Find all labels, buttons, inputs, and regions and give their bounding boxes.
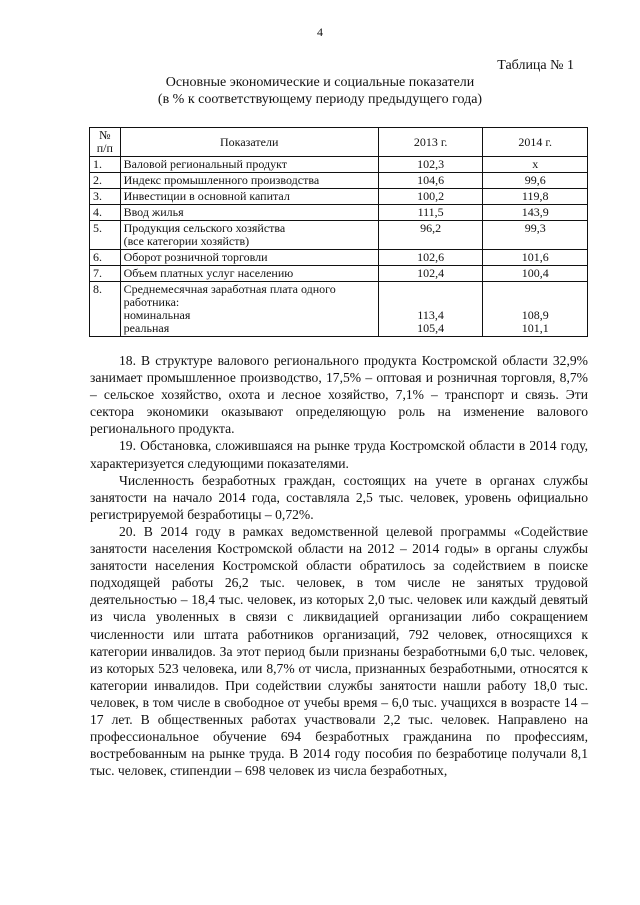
indicator-text: Продукция сельского хозяйства [123,221,286,235]
row-value-2014 [483,282,588,337]
row-value-2013 [378,282,483,337]
value-text: 111,5 [417,205,444,219]
value-text: 101,6 [521,250,549,264]
value-text: 100,2 [417,189,445,203]
table-row [90,205,588,221]
table-title [0,74,640,108]
table-row [90,266,588,282]
body-paragraph: Численность безработных граждан, состоящих на учете в органах службы занятости на начало 2014 года, составляла 2,5 тыс. человек, уровень официально регистрируемой безработицы – 0,72%. [90,472,588,522]
row-indicator [120,189,378,205]
table-body [90,157,588,337]
table-row [90,173,588,189]
value-text: 102,3 [417,157,445,171]
value-text: 108,9 [521,308,549,322]
table-row [90,157,588,173]
row-value-2013 [378,205,483,221]
row-indicator [120,250,378,266]
value-text: 99,3 [524,221,546,235]
row-value-2014 [483,250,588,266]
value-text: 102,4 [417,266,445,280]
row-value-2014 [483,205,588,221]
header-num: № п/п [90,128,121,157]
value-text: 101,1 [521,321,549,335]
row-indicator [120,173,378,189]
body-paragraph: 20. В 2014 году в рамках ведомственной целевой программы «Содействие занятости населения Костромской области на 2012 – 2014 годы» в органы службы занятости населения Костромской области обратилось за содействием в поиске подходящей работы 26,2 тыс. человек, в том числе не занятых трудовой деятельностью – 18,4 тыс. человек, из которых 2,0 тыс. человек или каждый девятый из числа уволенных в связи с ликвидацией организации либо сокращением численности или штата работников организаций, 792 человек, относящихся к категории инвалидов. За этот период были признаны безработными 6,0 тыс. человек, из которых 523 человека, или 8,7% от числа, признанных безработными, относятся к категории инвалидов. При содействии службы занятости нашли работу 18,0 тыс. человек, в том числе в свободное от учебы время – 6,0 тыс. учащихся в возрасте 14 – 17 лет. В общественных работах участвовали 2,2 тыс. человек. Направлено на профессиональное обучение 694 безработных гражданина по профессиям, востребованным на рынке труда. В 2014 году пособия по безработице получали 8,1 тыс. человек, стипендии – 698 человек из числа безработных, [90,523,588,779]
value-text: 102,6 [417,250,445,264]
indicator-text: Среднемесячная заработная плата одного [123,282,336,296]
body-paragraph: 19. Обстановка, сложившаяся на рынке труда Костромской области в 2014 году, характеризуется следующими показателями. [90,438,588,471]
indicator-text: реальная [123,321,170,335]
table-row [90,189,588,205]
value-text: 113,4 [417,308,444,322]
indicator-text: Валовой региональный продукт [123,157,287,171]
table-row [90,221,588,250]
indicator-text: работника: [123,295,180,309]
indicator-text: (все категории хозяйств) [123,234,250,248]
body-paragraph: 18. В структуре валового регионального продукта Костромской области 32,9% занимает промышленное производство, 17,5% – оптовая и розничная торговля, 8,7% – сельское хозяйство, охота и лесное хозяйство, 7,1% – транспорт и связь. Эти сектора экономики оказывают определяющую роль на изменение валового регионального продукта. [90,353,588,437]
page-number: 4 [317,25,323,39]
row-indicator [120,266,378,282]
row-number: 4. [90,205,121,221]
header-2014: 2014 г. [483,128,588,157]
row-number: 2. [90,173,121,189]
row-indicator [120,221,378,250]
row-indicator [120,157,378,173]
row-number: 5. [90,221,121,250]
row-value-2013 [378,266,483,282]
header-2013: 2013 г. [378,128,483,157]
value-text: 100,4 [521,266,549,280]
row-value-2014 [483,221,588,250]
row-number: 6. [90,250,121,266]
row-value-2014 [483,266,588,282]
value-text: 99,6 [524,173,546,187]
row-indicator [120,282,378,337]
value-text: 96,2 [420,221,442,235]
indicator-text: Инвестиции в основной капитал [123,189,290,203]
value-text: 143,9 [521,205,549,219]
row-number: 8. [90,282,121,337]
body-text [90,352,588,779]
row-value-2014 [483,157,588,173]
indicators-table [89,127,588,337]
table-title-line: Основные экономические и социальные показатели [165,75,475,90]
row-value-2013 [378,250,483,266]
value-text: 119,8 [521,189,549,203]
indicator-text: Оборот розничной торговли [123,250,268,264]
indicator-text: номинальная [123,308,191,322]
header-indicator: Показатели [120,128,378,157]
value-text: х [532,157,539,171]
row-value-2014 [483,173,588,189]
row-number: 3. [90,189,121,205]
row-number: 7. [90,266,121,282]
table-header-row [90,128,588,157]
value-text: 105,4 [417,321,445,335]
row-indicator [120,205,378,221]
table-title-subline: (в % к соответствующему периоду предыдущего года) [157,92,483,107]
row-value-2013 [378,189,483,205]
table-row [90,282,588,337]
row-value-2013 [378,173,483,189]
indicator-text: Объем платных услуг населению [123,266,294,280]
row-number: 1. [90,157,121,173]
row-value-2013 [378,157,483,173]
row-value-2013 [378,221,483,250]
indicator-text: Индекс промышленного производства [123,173,320,187]
row-value-2014 [483,189,588,205]
value-text: 104,6 [417,173,445,187]
indicator-text: Ввод жилья [123,205,184,219]
table-label: Таблица № 1 [497,58,574,73]
table-row [90,250,588,266]
